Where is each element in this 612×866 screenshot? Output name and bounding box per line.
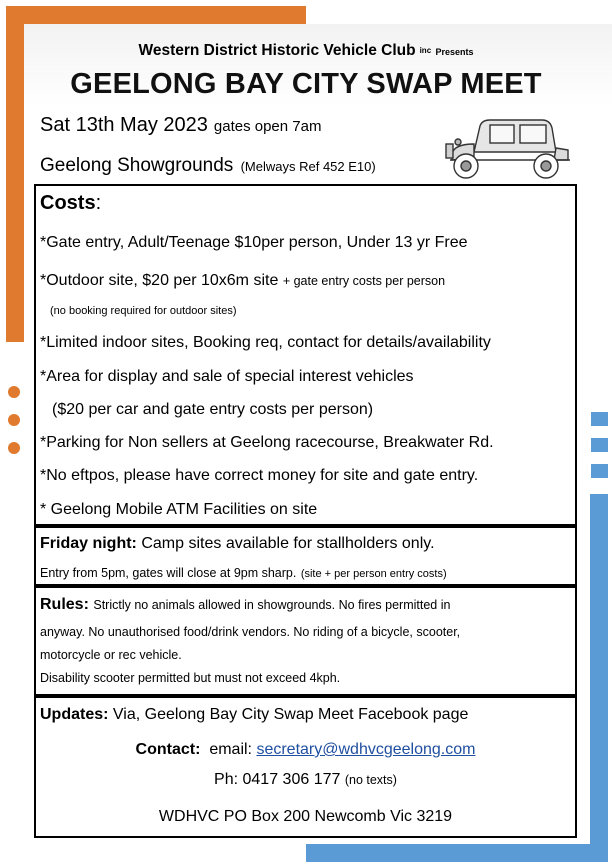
friday-detail: Entry from 5pm, gates will close at 9pm sharp. [40, 566, 297, 580]
updates-text: Via, Geelong Bay City Swap Meet Facebook page [112, 706, 469, 723]
event-title: GEELONG BAY CITY SWAP MEET [70, 68, 542, 100]
updates-label: Updates: [40, 706, 109, 723]
costs-item: *No eftpos, please have correct money for site and gate entry. [40, 467, 479, 484]
costs-item: *Area for display and sale of special interest vehicles [40, 368, 414, 385]
venue-name: Geelong Showgrounds [40, 155, 234, 176]
costs-item: *Parking for Non sellers at Geelong racecourse, Breakwater Rd. [40, 434, 494, 451]
rules-text: anyway. No unauthorised food/drink vendors. No riding of a bicycle, scooter, [40, 625, 461, 639]
costs-item [40, 272, 445, 290]
friday-text: Camp sites available for stallholders only. [141, 535, 435, 552]
blue-frame-right [590, 494, 608, 860]
presents-word: Presents [435, 47, 474, 57]
email-label: email: [209, 741, 252, 758]
costs-item: ($20 per car and gate entry costs per person) [52, 401, 374, 418]
costs-item: * Geelong Mobile ATM Facilities on site [40, 501, 318, 518]
costs-item: *Limited indoor sites, Booking req, contact for details/availability [40, 334, 491, 351]
blue-square-1 [591, 412, 608, 426]
rules-text: Disability scooter permitted but must not exceed 4kph. [40, 671, 341, 685]
blue-square-2 [591, 438, 608, 452]
contact-label: Contact: [135, 741, 201, 758]
friday-label: Friday night: [40, 535, 137, 552]
costs-item: *Gate entry, Adult/Teenage $10per person, Under 13 yr Free [40, 234, 468, 251]
postal-address: WDHVC PO Box 200 Newcomb Vic 3219 [158, 808, 453, 825]
presenter-name: Western District Historic Vehicle Club [138, 42, 416, 59]
friday-detail-line [40, 564, 447, 582]
outdoor-site-cost: *Outdoor site, $20 per 10x6m site [40, 272, 279, 289]
orange-frame-top [6, 6, 306, 24]
outdoor-site-note: + gate entry costs per person [282, 274, 446, 288]
blue-frame-bottom [306, 844, 608, 862]
orange-dot-2 [8, 414, 20, 426]
updates-line [40, 706, 468, 724]
vintage-car-icon [444, 108, 574, 182]
presenter-inc: inc [419, 46, 432, 55]
friday-line [40, 535, 435, 553]
melways-ref: (Melways Ref 452 E10) [240, 159, 376, 174]
orange-dot-3 [8, 442, 20, 454]
orange-dot-1 [8, 386, 20, 398]
event-date: Sat 13th May 2023 [40, 114, 208, 136]
rules-text: motorcycle or rec vehicle. [40, 648, 182, 662]
gates-open: gates open 7am [213, 118, 322, 135]
rules-line-1 [40, 596, 450, 614]
friday-detail-note: (site + per person entry costs) [300, 568, 447, 580]
phone-note: (no texts) [344, 773, 397, 787]
venue-line [40, 155, 376, 177]
contact-line [34, 741, 577, 759]
blue-square-3 [591, 464, 608, 478]
presenter-line [0, 42, 612, 60]
email-link[interactable]: secretary@wdhvcgeelong.com [256, 741, 476, 758]
costs-colon: : [95, 192, 102, 214]
costs-title: Costs [40, 192, 96, 214]
phone-line [34, 771, 577, 789]
rules-label: Rules: [40, 596, 89, 613]
rules-text: Strictly no animals allowed in showgrounds. No fires permitted in [93, 598, 451, 612]
costs-item: (no booking required for outdoor sites) [50, 305, 237, 317]
costs-heading [40, 192, 101, 215]
phone-number: Ph: 0417 306 177 [214, 771, 341, 788]
event-date-line [40, 114, 321, 137]
